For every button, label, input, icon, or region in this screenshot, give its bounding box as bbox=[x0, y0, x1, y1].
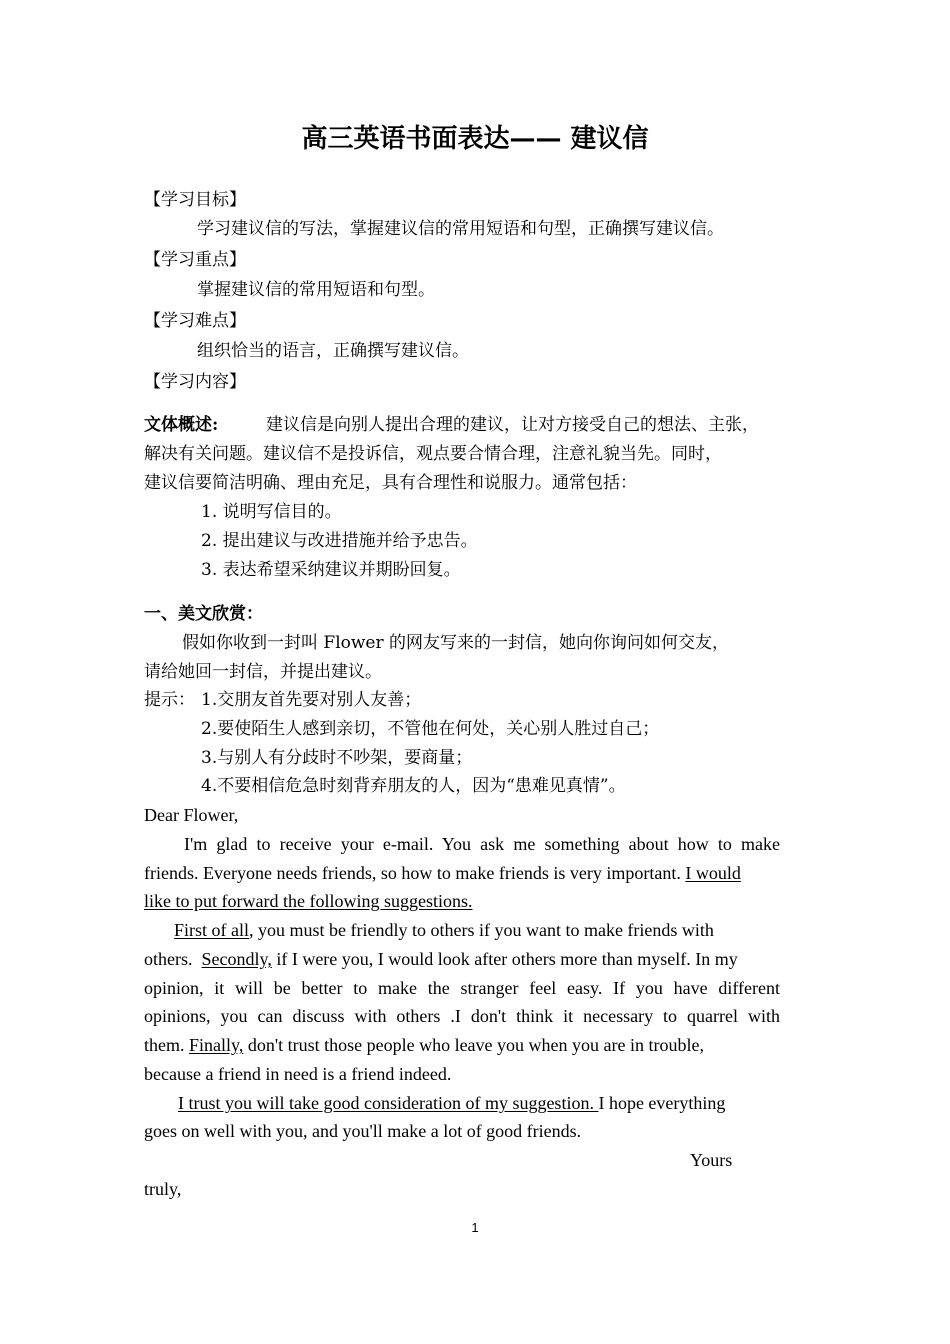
difficulty-header: 【学习难点】 bbox=[144, 311, 246, 331]
letter-closing-truly: truly, bbox=[144, 1179, 182, 1199]
task-line-1: 假如你收到一封叫 Flower 的网友写来的一封信，她向你询问如何交友， bbox=[182, 633, 730, 653]
letter-p2-line-6: because a friend in need is a friend indeed. bbox=[144, 1064, 452, 1084]
letter-closing-yours: Yours bbox=[690, 1150, 733, 1170]
overview-line-2: 解决有关问题。建议信不是投诉信，观点要合情合理，注意礼貌当先。同时， bbox=[144, 444, 722, 464]
objective-text: 学习建议信的写法，掌握建议信的常用短语和句型，正确撰写建议信。 bbox=[197, 219, 724, 239]
key-text: 掌握建议信的常用短语和句型。 bbox=[197, 280, 435, 300]
letter-p3-line-2: goes on well with you, and you'll make a lot of good friends. bbox=[144, 1121, 582, 1141]
page-number: 1 bbox=[471, 1220, 479, 1235]
hint-label: 提示： bbox=[144, 690, 195, 710]
overview-item-3: 3. 表达希望采纳建议并期盼回复。 bbox=[201, 560, 461, 580]
letter-salutation: Dear Flower, bbox=[144, 805, 239, 825]
letter-p2-line-1-text: , you must be friendly to others if you want to make friends with bbox=[249, 920, 714, 940]
letter-p2-line-2 bbox=[144, 945, 738, 974]
letter-first-of-all: First of all bbox=[174, 920, 249, 940]
content-header: 【学习内容】 bbox=[144, 372, 246, 392]
hint-2: 2.要使陌生人感到亲切，不管他在何处，关心别人胜过自己； bbox=[201, 719, 660, 739]
letter-p1-underline-b: like to put forward the following suggestions. bbox=[144, 891, 473, 911]
overview-line-3: 建议信要简洁明确、理由充足，具有合理性和说服力。通常包括： bbox=[144, 473, 637, 493]
letter-p2-line-5-b: don't trust those people who leave you when you are in trouble, bbox=[243, 1035, 704, 1055]
hint-4: 4.不要相信危急时刻背弃朋友的人，因为“患难见真情”。 bbox=[201, 776, 626, 796]
letter-p2-line-2-b: if I were you, I would look after others more than myself. In my bbox=[271, 949, 738, 969]
letter-secondly: Secondly, bbox=[201, 949, 272, 969]
objective-header: 【学习目标】 bbox=[144, 190, 246, 210]
letter-finally: Finally, bbox=[189, 1035, 244, 1055]
letter-p3-line-1-b: I hope everything bbox=[598, 1093, 726, 1113]
sample-heading: 一、美文欣赏： bbox=[144, 604, 263, 624]
letter-p1-line-1 bbox=[184, 830, 780, 859]
letter-p2-line-2-a: others. bbox=[144, 949, 202, 969]
letter-p2-line-3 bbox=[144, 974, 780, 1003]
letter-p1-line-1-text: I'm glad to receive your e-mail. You ask me something about how to make bbox=[184, 834, 780, 854]
difficulty-text: 组织恰当的语言，正确撰写建议信。 bbox=[197, 341, 469, 361]
key-header: 【学习重点】 bbox=[144, 250, 246, 270]
page-title: 高三英语书面表达—— 建议信 bbox=[301, 124, 649, 154]
overview-item-2: 2. 提出建议与改进措施并给予忠告。 bbox=[201, 531, 478, 551]
letter-p3-line-1 bbox=[178, 1089, 725, 1118]
letter-trust-underline: I trust you will take good consideration of my suggestion. bbox=[178, 1093, 599, 1113]
letter-p2-line-5 bbox=[144, 1031, 704, 1060]
hint-1: 1.交朋友首先要对别人友善； bbox=[201, 690, 422, 710]
letter-p1-line-2-text: friends. Everyone needs friends, so how to make friends is very important. bbox=[144, 863, 686, 883]
task-line-2: 请给她回一封信，并提出建议。 bbox=[144, 662, 382, 682]
letter-p2-line-5-a: them. bbox=[144, 1035, 189, 1055]
letter-p1-line-3 bbox=[144, 887, 472, 916]
overview-line-1: 建议信是向别人提出合理的建议，让对方接受自己的想法、主张， bbox=[266, 415, 759, 435]
letter-p1-underline-a: I would bbox=[685, 863, 741, 883]
letter-p2-line-4 bbox=[144, 1002, 780, 1031]
overview-item-1: 1. 说明写信目的。 bbox=[201, 502, 342, 522]
letter-p2-line-3-text: opinion, it will be better to make the stranger feel easy. If you have different bbox=[144, 978, 780, 998]
letter-p2-line-4-text: opinions, you can discuss with others .I don't think it necessary to quarrel with bbox=[144, 1006, 780, 1026]
hint-3: 3.与别人有分歧时不吵架，要商量； bbox=[201, 748, 473, 768]
letter-p1-line-2 bbox=[144, 859, 741, 888]
letter-p2-line-1 bbox=[174, 916, 714, 945]
overview-label: 文体概述: bbox=[144, 415, 219, 435]
